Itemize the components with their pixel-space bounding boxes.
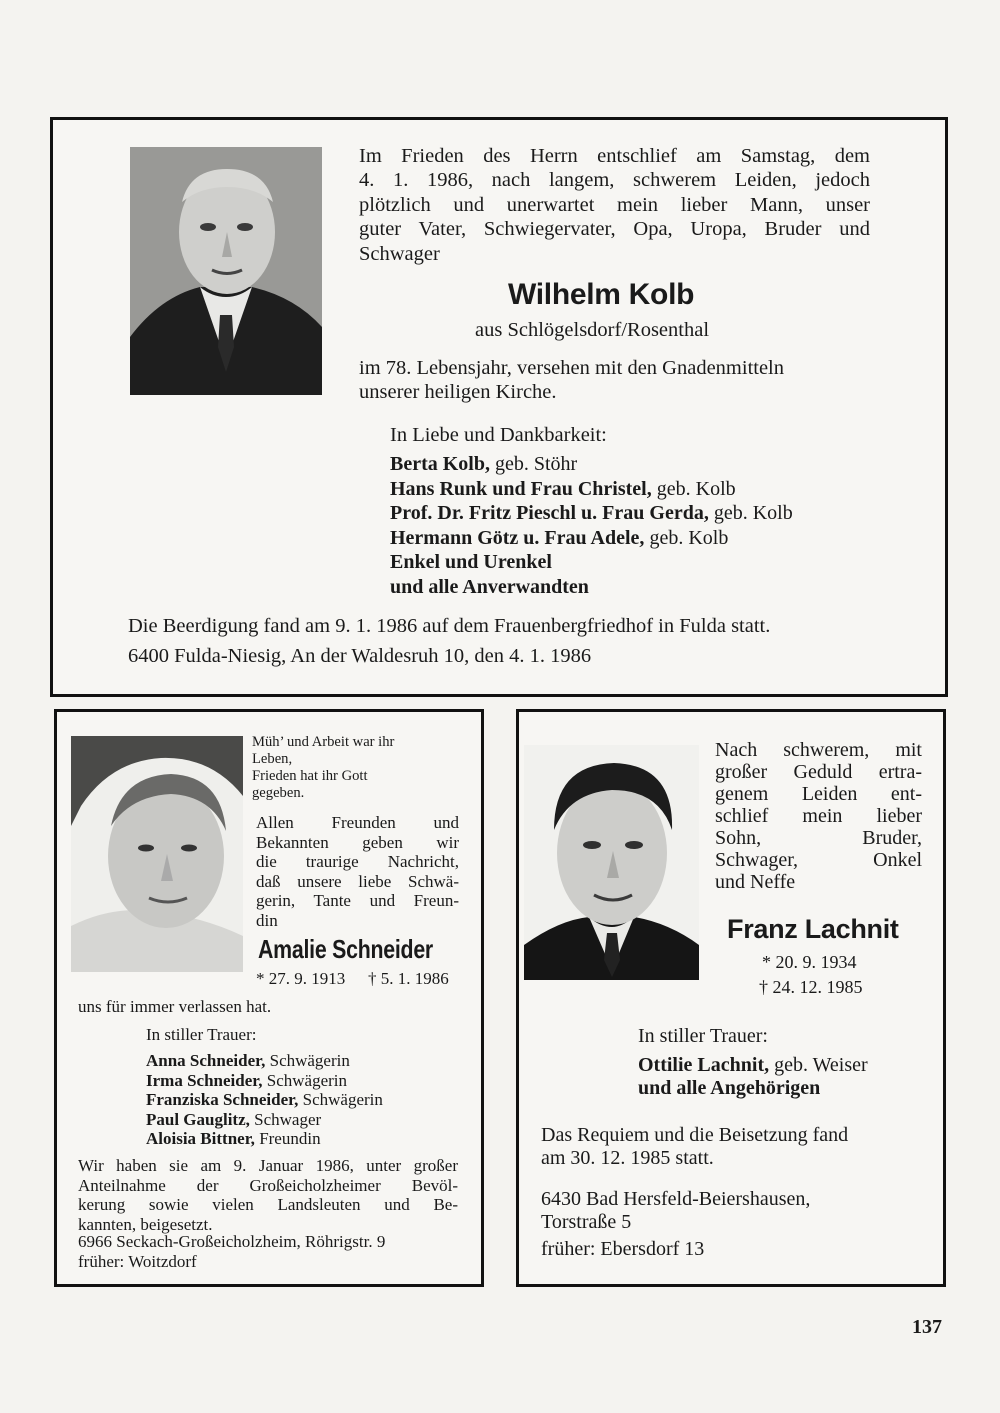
age-line: unserer heiligen Kirche. [359,381,557,404]
mourner: und alle Anverwandten [390,575,589,598]
mourning-heading: In stiller Trauer: [638,1025,768,1047]
requiem-text [541,1124,848,1170]
burial-text [78,1156,458,1215]
address-line: Torstraße 5 [541,1211,632,1233]
intro-line: Schwager [359,242,440,265]
requiem-line: Das Requiem und die Beisetzung fand [541,1124,849,1146]
mourner: Prof. Dr. Fritz Pieschl u. Frau Gerda, geb. Kolb [390,502,793,524]
burial-line: kannten, beigesetzt. [78,1214,213,1234]
mourner-list [390,452,793,599]
intro-line: Sohn, Bruder, [715,827,922,849]
intro-line: schlief mein lieber [715,805,922,827]
motto-line: Müh’ und Arbeit war ihr [252,734,395,750]
deceased-name: Franz Lachnit [727,914,899,944]
mourning-heading: In Liebe und Dankbarkeit: [390,424,607,446]
former-residence: früher: Ebersdorf 13 [541,1238,705,1260]
death-date: † 5. 1. 1986 [368,969,449,988]
intro-line: Nach schwerem, mit [715,739,922,761]
motto [252,734,394,802]
death-date: † 24. 12. 1985 [759,977,863,997]
intro-line: daß unsere liebe Schwä- [256,871,459,891]
former-residence: früher: Woitzdorf [78,1252,197,1271]
intro-text [359,144,870,242]
mourner: Enkel und Urenkel [390,551,552,573]
deceased-name: Wilhelm Kolb [508,278,695,311]
intro-line: Schwager, Onkel [715,849,922,871]
intro-line: Bekannten geben wir [256,832,459,852]
portrait-photo-woman [71,736,243,972]
funeral-text: Die Beerdigung fand am 9. 1. 1986 auf dem Frauenbergfriedhof in Fulda statt. [128,615,771,637]
motto-line: Frieden hat ihr Gott [252,768,368,784]
burial-line: Wir haben sie am 9. Januar 1986, unter großer [78,1156,458,1175]
intro-line: Allen Freunden und [256,813,459,832]
burial-line: Anteilnahme der Großeicholzheimer Bevöl- [78,1175,458,1195]
mourner: und alle Angehörigen [638,1077,821,1099]
mourner: Aloisia Bittner, Freundin [146,1129,321,1149]
address: 6400 Fulda-Niesig, An der Waldesruh 10, den 4. 1. 1986 [128,645,592,667]
born-date: * 27. 9. 1913 [256,969,346,988]
motto-line: gegeben. [252,785,305,801]
intro-text [715,739,922,871]
age-line: im 78. Lebensjahr, versehen mit den Gnadenmitteln [359,357,785,379]
mourner: Hermann Götz u. Frau Adele, geb. Kolb [390,526,729,549]
mourner: Anna Schneider, Schwägerin [146,1051,350,1070]
mourner-list [638,1054,868,1100]
intro-line: din [256,910,278,930]
closing-text: uns für immer verlassen hat. [78,997,272,1016]
intro-text [256,813,459,911]
intro-line: Im Frieden des Herrn entschlief am Samstag, dem [359,145,870,167]
mourner: Franziska Schneider, Schwägerin [146,1090,383,1110]
age-text [359,356,784,405]
intro-line: guter Vater, Schwiegervater, Opa, Uropa, Bruder und [359,218,870,241]
motto-line: Leben, [252,751,293,767]
intro-line: genem Leiden ent- [715,783,922,805]
mourner: Hans Runk und Frau Christel, geb. Kolb [390,477,736,500]
mourner: Ottilie Lachnit, geb. Weiser [638,1054,868,1076]
address-line: 6430 Bad Hersfeld-Beiershausen, [541,1188,811,1210]
intro-line: und Neffe [715,871,796,893]
requiem-line: am 30. 12. 1985 statt. [541,1147,714,1169]
intro-line: großer Geduld ertra- [715,761,922,783]
portrait-photo-man [130,147,322,395]
mourner: Paul Gauglitz, Schwager [146,1109,322,1129]
origin: aus Schlögelsdorf/Rosenthal [475,319,710,341]
mourner: Irma Schneider, Schwägerin [146,1070,348,1090]
portrait-photo-young-man [524,745,699,980]
intro-line: 4. 1. 1986, nach langem, schwerem Leiden, jedoch [359,169,870,192]
intro-line: plötzlich und unerwartet mein lieber Mann, unser [359,193,870,216]
deceased-name: Amalie Schneider [258,934,433,964]
mourning-heading: In stiller Trauer: [146,1025,257,1044]
mourner-list [146,1051,383,1149]
born-date: * 20. 9. 1934 [762,952,857,972]
page-number: 137 [912,1316,942,1338]
address [541,1188,810,1234]
intro-line: die traurige Nachricht, [256,852,459,871]
address: 6966 Seckach-Großeicholzheim, Röhrigstr. 9 [78,1232,386,1251]
burial-line: kerung sowie vielen Landsleuten und Be- [78,1195,458,1214]
intro-line: gerin, Tante und Freun- [256,891,459,910]
mourner: Berta Kolb, geb. Stöhr [390,453,578,475]
